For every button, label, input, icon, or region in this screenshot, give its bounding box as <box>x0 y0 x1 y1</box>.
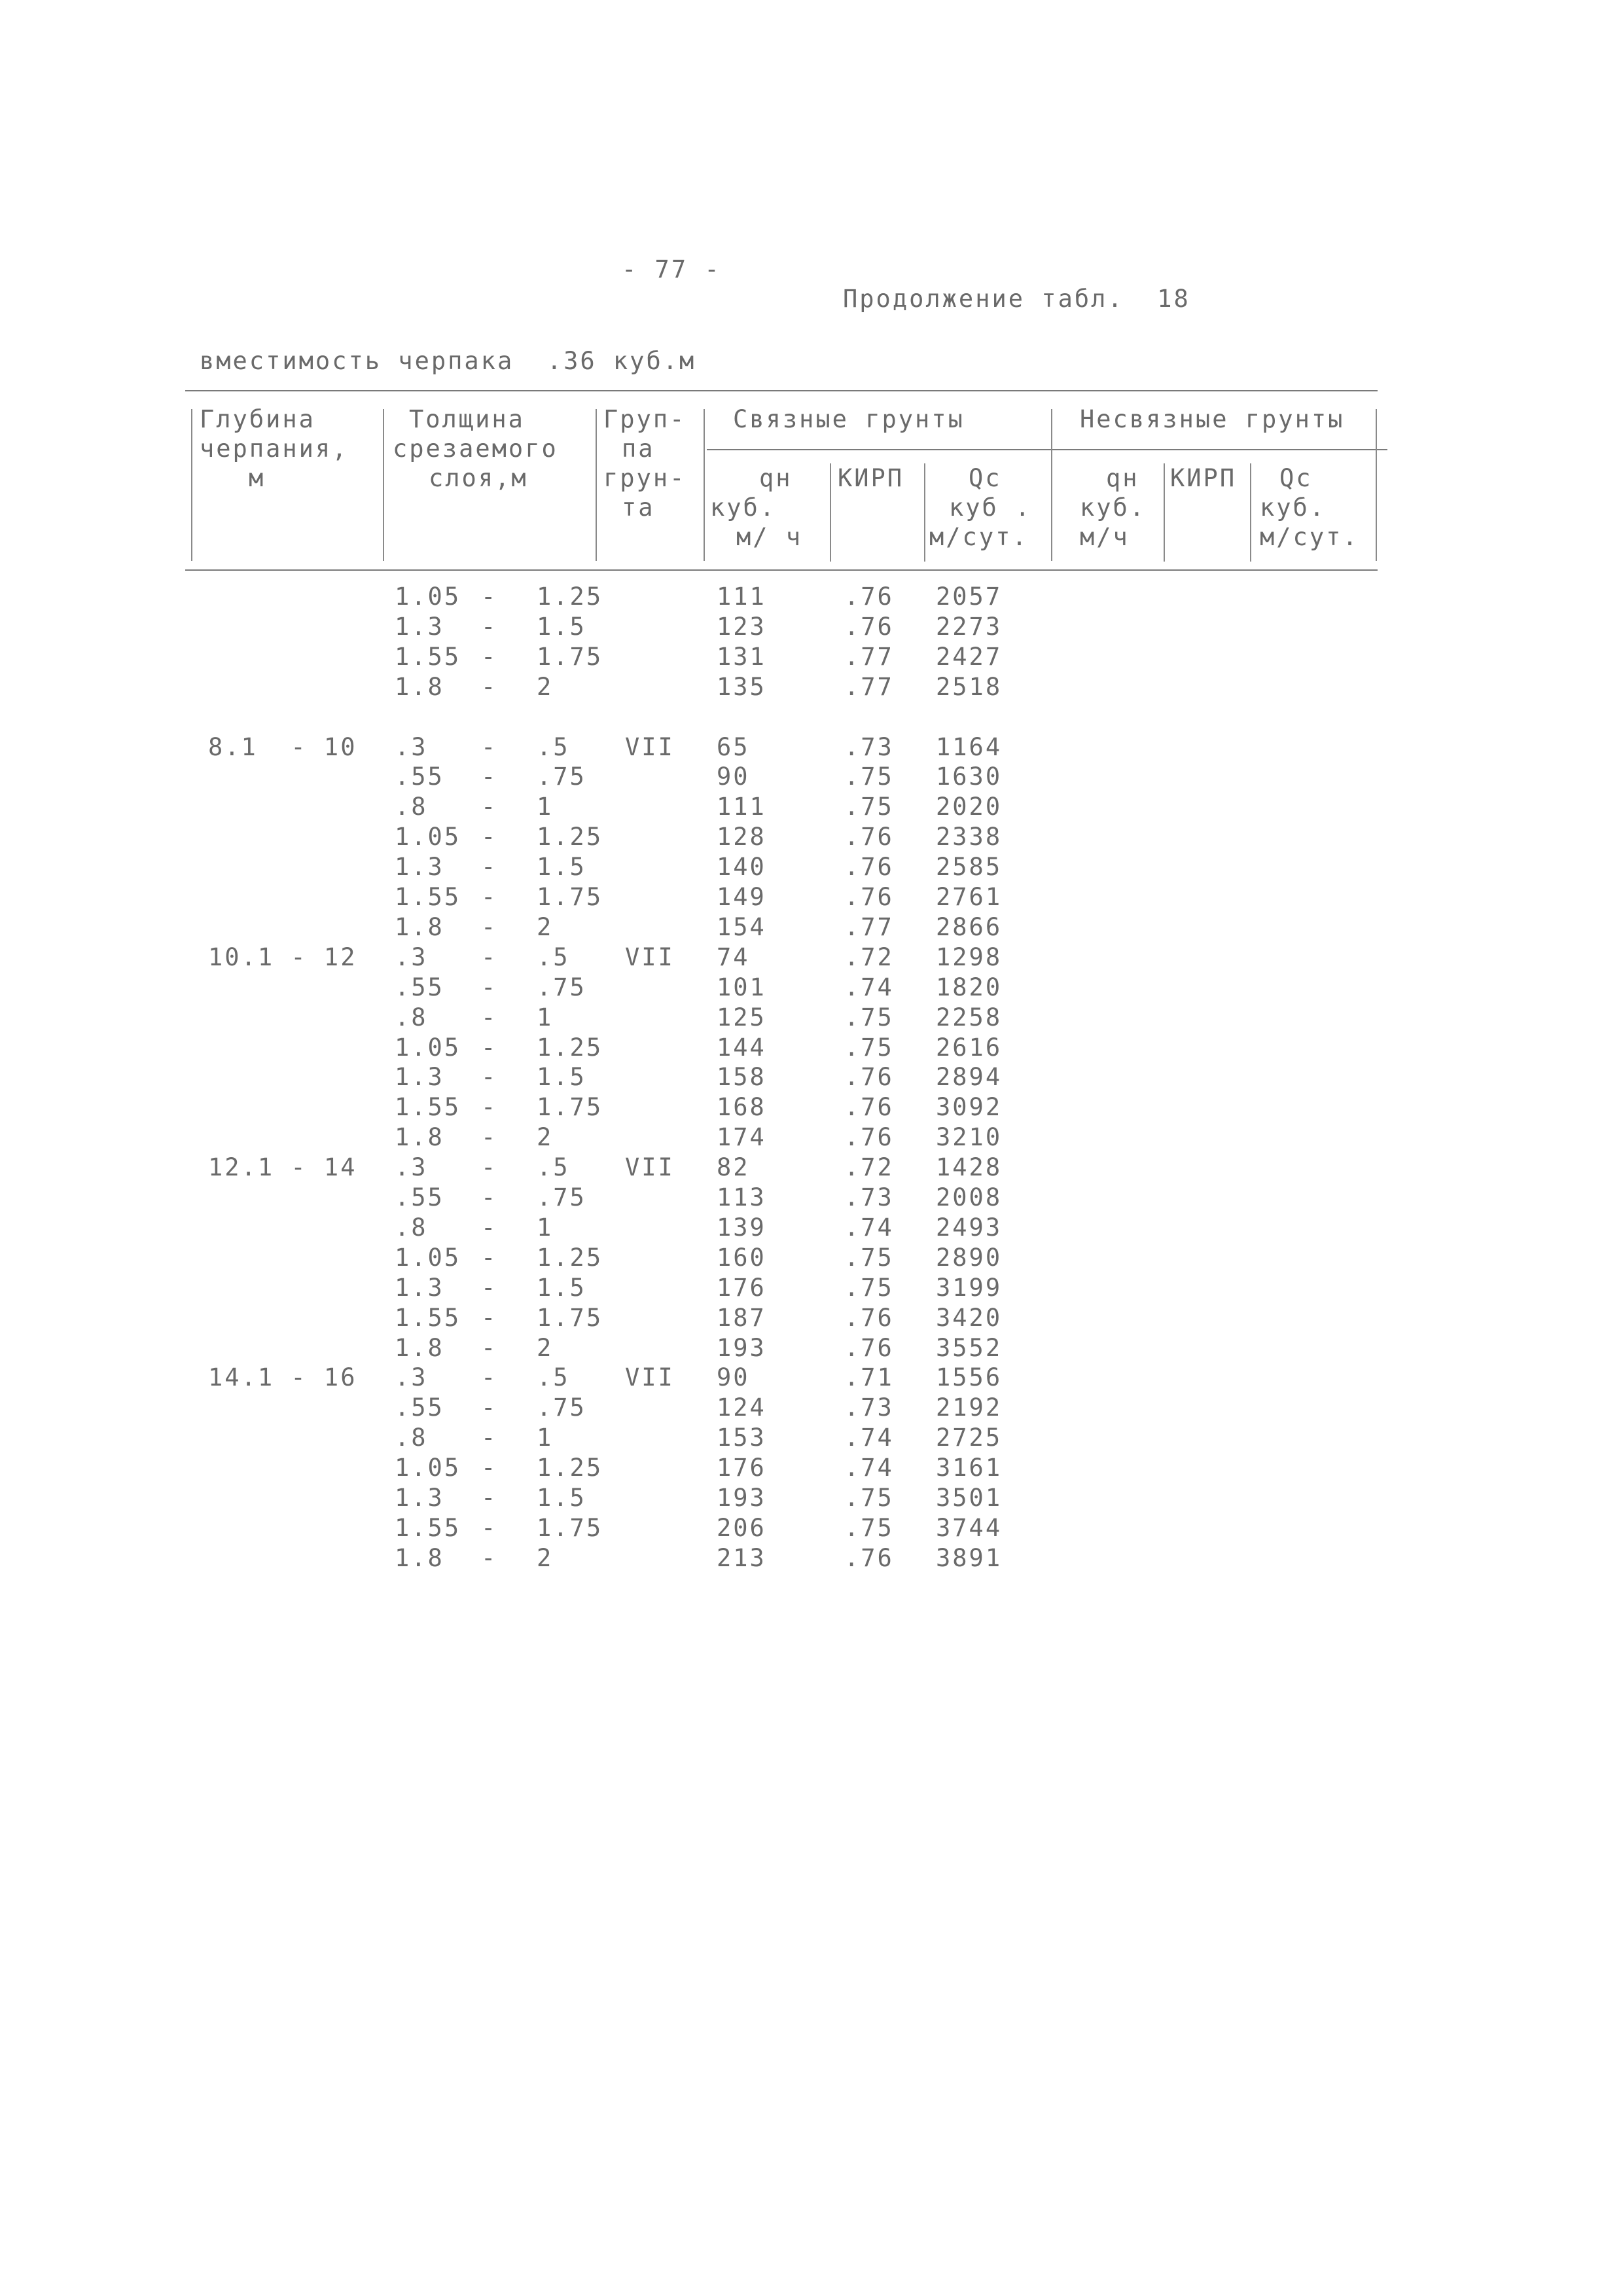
thickness-dash: - <box>481 583 498 611</box>
thickness-from-cell: .3 <box>395 1153 428 1181</box>
header-qc-line1: Qc <box>969 464 1002 492</box>
header-qn2-line3: м/ч <box>1080 523 1130 551</box>
qc-cell: 2866 <box>936 913 1003 941</box>
qc-cell: 3744 <box>936 1514 1003 1542</box>
thickness-to-cell: 1.25 <box>537 583 603 611</box>
thickness-from-cell: .55 <box>395 762 444 791</box>
header-qc-line2: куб . <box>949 493 1032 522</box>
thickness-to-cell: 2 <box>537 913 554 941</box>
kirp-cell: .72 <box>844 943 894 971</box>
kirp-cell: .75 <box>844 1274 894 1302</box>
qc-cell: 2585 <box>936 853 1003 881</box>
kirp-cell: .74 <box>844 1454 894 1482</box>
depth-cell: 8.1 - 10 <box>208 733 357 761</box>
col-divider <box>1051 409 1052 561</box>
header-noncohesive-soils: Несвязные грунты <box>1080 405 1345 433</box>
soil-group-cell: VII <box>625 1153 675 1181</box>
thickness-from-cell: 1.3 <box>395 853 444 881</box>
thickness-dash: - <box>481 1274 498 1302</box>
bucket-capacity: вместимость черпака .36 куб.м <box>200 347 696 375</box>
depth-cell: 14.1 - 16 <box>208 1363 357 1391</box>
qn-cell: 90 <box>717 1363 750 1391</box>
kirp-cell: .76 <box>844 1544 894 1572</box>
thickness-dash: - <box>481 1514 498 1542</box>
kirp-cell: .76 <box>844 853 894 881</box>
header-thickness-line3: слоя,м <box>429 464 528 492</box>
thickness-from-cell: .8 <box>395 1424 428 1452</box>
thickness-to-cell: 1.75 <box>537 1304 603 1332</box>
header-thickness-line2: срезаемого <box>393 435 558 463</box>
thickness-from-cell: 1.8 <box>395 1334 444 1362</box>
qn-cell: 193 <box>717 1484 766 1512</box>
kirp-cell: .76 <box>844 1334 894 1362</box>
kirp-cell: .76 <box>844 1123 894 1151</box>
thickness-to-cell: 1.25 <box>537 823 603 851</box>
thickness-from-cell: 1.55 <box>395 1514 461 1542</box>
depth-cell: 10.1 - 12 <box>208 943 357 971</box>
qc-cell: 1820 <box>936 973 1003 1001</box>
qc-cell: 2725 <box>936 1424 1003 1452</box>
header-subrule <box>707 449 1387 450</box>
kirp-cell: .76 <box>844 823 894 851</box>
thickness-to-cell: 1.25 <box>537 1244 603 1272</box>
qc-cell: 2493 <box>936 1213 1003 1242</box>
thickness-to-cell: 1.5 <box>537 1274 586 1302</box>
thickness-to-cell: 1.75 <box>537 883 603 911</box>
qn-cell: 144 <box>717 1033 766 1062</box>
qn-cell: 74 <box>717 943 750 971</box>
thickness-from-cell: .3 <box>395 943 428 971</box>
kirp-cell: .74 <box>844 1424 894 1452</box>
kirp-cell: .76 <box>844 1063 894 1091</box>
col-divider <box>704 409 705 561</box>
qc-cell: 3420 <box>936 1304 1003 1332</box>
qn-cell: 140 <box>717 853 766 881</box>
qc-cell: 1630 <box>936 762 1003 791</box>
thickness-dash: - <box>481 1304 498 1332</box>
thickness-from-cell: 1.8 <box>395 1544 444 1572</box>
qc-cell: 1428 <box>936 1153 1003 1181</box>
header-cohesive-soils: Связные грунты <box>733 405 965 433</box>
thickness-to-cell: .75 <box>537 973 586 1001</box>
thickness-to-cell: 1.5 <box>537 853 586 881</box>
thickness-dash: - <box>481 1363 498 1391</box>
thickness-dash: - <box>481 673 498 701</box>
thickness-dash: - <box>481 1033 498 1062</box>
kirp-cell: .72 <box>844 1153 894 1181</box>
kirp-cell: .75 <box>844 1514 894 1542</box>
thickness-dash: - <box>481 1063 498 1091</box>
qn-cell: 90 <box>717 762 750 791</box>
thickness-from-cell: 1.05 <box>395 1454 461 1482</box>
qc-cell: 2890 <box>936 1244 1003 1272</box>
qc-cell: 2338 <box>936 823 1003 851</box>
thickness-to-cell: 1.5 <box>537 1484 586 1512</box>
thickness-to-cell: .5 <box>537 1363 570 1391</box>
thickness-dash: - <box>481 1424 498 1452</box>
thickness-to-cell: .5 <box>537 1153 570 1181</box>
kirp-cell: .76 <box>844 1093 894 1121</box>
header-group-line1: Груп- <box>603 405 687 433</box>
col-divider <box>1376 409 1377 561</box>
qn-cell: 111 <box>717 583 766 611</box>
header-qc2-line2: куб. <box>1260 493 1327 522</box>
qc-cell: 2057 <box>936 583 1003 611</box>
kirp-cell: .73 <box>844 733 894 761</box>
header-kirp2: КИРП <box>1170 464 1237 492</box>
qn-cell: 187 <box>717 1304 766 1332</box>
header-group-line4: та <box>622 493 655 522</box>
qc-cell: 2258 <box>936 1003 1003 1031</box>
thickness-to-cell: 1.75 <box>537 1093 603 1121</box>
table-continuation: Продолжение табл. 18 <box>843 285 1190 313</box>
thickness-from-cell: .55 <box>395 973 444 1001</box>
kirp-cell: .76 <box>844 613 894 641</box>
col-divider <box>596 409 597 561</box>
header-qn-line1: qн <box>759 464 793 492</box>
thickness-from-cell: .8 <box>395 793 428 821</box>
thickness-from-cell: .3 <box>395 733 428 761</box>
kirp-cell: .74 <box>844 973 894 1001</box>
depth-cell: 12.1 - 14 <box>208 1153 357 1181</box>
kirp-cell: .77 <box>844 913 894 941</box>
thickness-to-cell: 1 <box>537 1213 554 1242</box>
qn-cell: 135 <box>717 673 766 701</box>
thickness-to-cell: 2 <box>537 1334 554 1362</box>
thickness-from-cell: 1.05 <box>395 1244 461 1272</box>
qn-cell: 160 <box>717 1244 766 1272</box>
qn-cell: 154 <box>717 913 766 941</box>
thickness-from-cell: 1.05 <box>395 583 461 611</box>
qc-cell: 2273 <box>936 613 1003 641</box>
qc-cell: 3210 <box>936 1123 1003 1151</box>
thickness-from-cell: 1.3 <box>395 1274 444 1302</box>
thickness-dash: - <box>481 943 498 971</box>
header-qc2-line3: м/сут. <box>1260 523 1359 551</box>
thickness-from-cell: .8 <box>395 1213 428 1242</box>
header-kirp: КИРП <box>838 464 904 492</box>
thickness-to-cell: 1 <box>537 1424 554 1452</box>
thickness-from-cell: 1.55 <box>395 1093 461 1121</box>
qc-cell: 2192 <box>936 1393 1003 1422</box>
kirp-cell: .75 <box>844 793 894 821</box>
qn-cell: 153 <box>717 1424 766 1452</box>
col-divider <box>1164 463 1165 562</box>
qn-cell: 206 <box>717 1514 766 1542</box>
qn-cell: 176 <box>717 1454 766 1482</box>
col-divider <box>830 463 831 562</box>
thickness-from-cell: 1.8 <box>395 1123 444 1151</box>
kirp-cell: .75 <box>844 762 894 791</box>
header-depth-line3: м <box>249 464 266 492</box>
thickness-dash: - <box>481 973 498 1001</box>
qc-cell: 2518 <box>936 673 1003 701</box>
thickness-from-cell: 1.55 <box>395 1304 461 1332</box>
qn-cell: 131 <box>717 643 766 671</box>
thickness-dash: - <box>481 1334 498 1362</box>
thickness-dash: - <box>481 1393 498 1422</box>
kirp-cell: .75 <box>844 1244 894 1272</box>
header-qn2-line1: qн <box>1106 464 1139 492</box>
col-divider <box>191 409 192 561</box>
thickness-dash: - <box>481 1484 498 1512</box>
col-divider <box>1250 463 1251 562</box>
qc-cell: 3199 <box>936 1274 1003 1302</box>
thickness-dash: - <box>481 733 498 761</box>
qn-cell: 82 <box>717 1153 750 1181</box>
kirp-cell: .75 <box>844 1003 894 1031</box>
kirp-cell: .75 <box>844 1033 894 1062</box>
header-qn2-line2: куб. <box>1080 493 1147 522</box>
kirp-cell: .74 <box>844 1213 894 1242</box>
qn-cell: 124 <box>717 1393 766 1422</box>
thickness-from-cell: .8 <box>395 1003 428 1031</box>
thickness-from-cell: 1.55 <box>395 643 461 671</box>
qc-cell: 3092 <box>936 1093 1003 1121</box>
thickness-from-cell: .55 <box>395 1393 444 1422</box>
header-qn-line3: м/ ч <box>736 523 803 551</box>
thickness-from-cell: 1.55 <box>395 883 461 911</box>
thickness-from-cell: 1.8 <box>395 673 444 701</box>
qn-cell: 139 <box>717 1213 766 1242</box>
page-number: - 77 - <box>622 255 721 283</box>
qc-cell: 1556 <box>936 1363 1003 1391</box>
qn-cell: 176 <box>717 1274 766 1302</box>
qc-cell: 3501 <box>936 1484 1003 1512</box>
header-thickness-line1: Толщина <box>409 405 525 433</box>
thickness-dash: - <box>481 913 498 941</box>
thickness-dash: - <box>481 883 498 911</box>
thickness-to-cell: 1.5 <box>537 613 586 641</box>
kirp-cell: .77 <box>844 643 894 671</box>
thickness-dash: - <box>481 1153 498 1181</box>
thickness-from-cell: 1.3 <box>395 1484 444 1512</box>
thickness-dash: - <box>481 1213 498 1242</box>
thickness-to-cell: .75 <box>537 1393 586 1422</box>
thickness-from-cell: 1.05 <box>395 1033 461 1062</box>
qn-cell: 168 <box>717 1093 766 1121</box>
kirp-cell: .77 <box>844 673 894 701</box>
qn-cell: 101 <box>717 973 766 1001</box>
soil-group-cell: VII <box>625 1363 675 1391</box>
header-qc2-line1: Qc <box>1279 464 1313 492</box>
header-group-line2: па <box>622 435 655 463</box>
thickness-to-cell: 1.25 <box>537 1033 603 1062</box>
qn-cell: 113 <box>717 1183 766 1211</box>
thickness-dash: - <box>481 853 498 881</box>
thickness-dash: - <box>481 1123 498 1151</box>
thickness-from-cell: 1.3 <box>395 1063 444 1091</box>
qc-cell: 1164 <box>936 733 1003 761</box>
thickness-to-cell: .75 <box>537 762 586 791</box>
qn-cell: 213 <box>717 1544 766 1572</box>
thickness-dash: - <box>481 1544 498 1572</box>
thickness-to-cell: 1.75 <box>537 643 603 671</box>
qc-cell: 3552 <box>936 1334 1003 1362</box>
qn-cell: 128 <box>717 823 766 851</box>
qn-cell: 174 <box>717 1123 766 1151</box>
qc-cell: 3891 <box>936 1544 1003 1572</box>
qn-cell: 149 <box>717 883 766 911</box>
thickness-from-cell: .55 <box>395 1183 444 1211</box>
kirp-cell: .76 <box>844 883 894 911</box>
thickness-dash: - <box>481 1003 498 1031</box>
thickness-to-cell: 1 <box>537 793 554 821</box>
qc-cell: 2427 <box>936 643 1003 671</box>
header-qn-line2: куб. <box>710 493 777 522</box>
thickness-dash: - <box>481 1183 498 1211</box>
thickness-to-cell: .5 <box>537 943 570 971</box>
thickness-dash: - <box>481 613 498 641</box>
qn-cell: 158 <box>717 1063 766 1091</box>
qc-cell: 2020 <box>936 793 1003 821</box>
thickness-to-cell: 1.5 <box>537 1063 586 1091</box>
header-bottom-rule <box>185 569 1378 571</box>
header-depth-line1: Глубина <box>200 405 315 433</box>
qn-cell: 125 <box>717 1003 766 1031</box>
qc-cell: 2894 <box>936 1063 1003 1091</box>
thickness-to-cell: 2 <box>537 1544 554 1572</box>
thickness-from-cell: 1.05 <box>395 823 461 851</box>
thickness-from-cell: 1.3 <box>395 613 444 641</box>
qc-cell: 2761 <box>936 883 1003 911</box>
kirp-cell: .76 <box>844 1304 894 1332</box>
qn-cell: 111 <box>717 793 766 821</box>
qc-cell: 3161 <box>936 1454 1003 1482</box>
thickness-to-cell: 2 <box>537 1123 554 1151</box>
header-top-rule <box>185 390 1378 391</box>
thickness-from-cell: .3 <box>395 1363 428 1391</box>
thickness-to-cell: 2 <box>537 673 554 701</box>
thickness-dash: - <box>481 1244 498 1272</box>
thickness-to-cell: 1.75 <box>537 1514 603 1542</box>
kirp-cell: .75 <box>844 1484 894 1512</box>
thickness-dash: - <box>481 823 498 851</box>
thickness-to-cell: 1 <box>537 1003 554 1031</box>
thickness-to-cell: .75 <box>537 1183 586 1211</box>
qc-cell: 2616 <box>936 1033 1003 1062</box>
header-qc-line3: м/сут. <box>929 523 1029 551</box>
thickness-dash: - <box>481 1454 498 1482</box>
soil-group-cell: VII <box>625 943 675 971</box>
kirp-cell: .76 <box>844 583 894 611</box>
kirp-cell: .73 <box>844 1393 894 1422</box>
qn-cell: 123 <box>717 613 766 641</box>
thickness-dash: - <box>481 1093 498 1121</box>
soil-group-cell: VII <box>625 733 675 761</box>
thickness-dash: - <box>481 643 498 671</box>
thickness-to-cell: .5 <box>537 733 570 761</box>
kirp-cell: .73 <box>844 1183 894 1211</box>
qc-cell: 1298 <box>936 943 1003 971</box>
col-divider <box>383 409 384 561</box>
header-group-line3: грун- <box>603 464 687 492</box>
qc-cell: 2008 <box>936 1183 1003 1211</box>
qn-cell: 193 <box>717 1334 766 1362</box>
thickness-dash: - <box>481 793 498 821</box>
qn-cell: 65 <box>717 733 750 761</box>
header-depth-line2: черпания, <box>200 435 349 463</box>
thickness-from-cell: 1.8 <box>395 913 444 941</box>
thickness-to-cell: 1.25 <box>537 1454 603 1482</box>
kirp-cell: .71 <box>844 1363 894 1391</box>
thickness-dash: - <box>481 762 498 791</box>
col-divider <box>924 463 925 562</box>
